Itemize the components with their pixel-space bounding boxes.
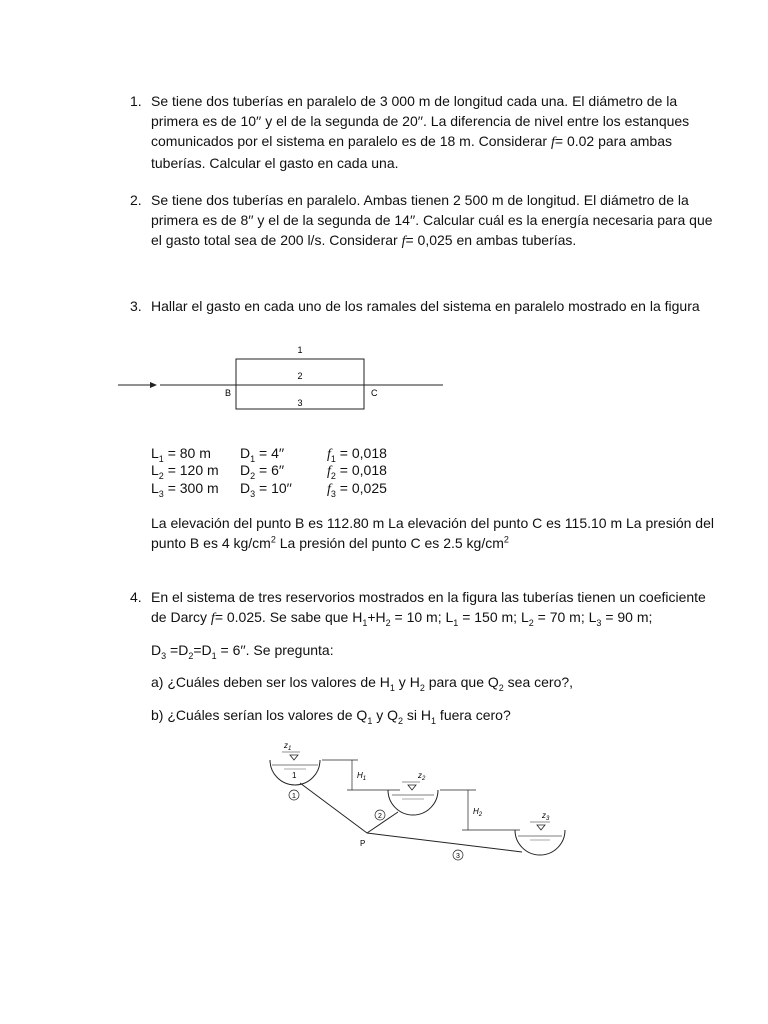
question-number: 1. — [130, 93, 142, 109]
question-number: 2. — [130, 192, 142, 208]
param-f1: $f_1 = 0,018$ — [327, 445, 387, 464]
question-text-line: comunicados por el sistema en paralelo es de 18 m. Considerar f= 0.02 para ambas — [151, 133, 673, 150]
note-line: punto B es 4 $kg/cm^2$ La presión del punto C es 2.5 $kg/cm^2$ — [151, 534, 509, 551]
question-4-diameters: $D_3 =D_2=D_1 = 6''$. Se pregunta: — [151, 642, 334, 661]
z3-label: $z_3$ — [542, 811, 550, 822]
question-4-part-a: a) ¿Cuáles deben ser los valores de $H_1$ y $H_2$ para que $Q_2$ sea cero?, — [151, 674, 574, 693]
param-l2: $L_2 = 120$ m — [151, 462, 219, 481]
pipe-3 — [367, 833, 522, 852]
pipe-label-2: 2 — [297, 371, 303, 381]
node-label-b: B — [225, 388, 232, 398]
svg-text:1: 1 — [292, 793, 296, 800]
param-d2: $D_2 = 6''$ — [240, 462, 285, 481]
param-l3: $L_3 = 300$ m — [151, 480, 219, 499]
node-label-c: C — [371, 388, 378, 398]
param-f3: $f_3 = 0,025$ — [327, 480, 387, 499]
param-d3: $D_3 = 10''$ — [240, 480, 292, 499]
question-text-line: de Darcy f= 0.025. Se sabe que $H_1+H_2 = 10$ m; $L_1 = 150$ m; $L_2 = 70$ m; $L_3 = 90$ m; — [151, 609, 653, 628]
question-number: 4. — [130, 589, 142, 605]
reservoir-3 — [515, 830, 565, 855]
pipe-label-1: 1 — [297, 345, 303, 355]
question-text-line: Se tiene dos tuberías en paralelo. Ambas tienen 2 500 m de longitud. El diámetro de la — [151, 192, 689, 208]
question-4-part-b: b) ¿Cuáles serían los valores de $Q_1$ y $Q_2$ si $H_1$ fuera cero? — [151, 707, 511, 726]
pipe-2 — [367, 812, 398, 833]
pipe-1 — [300, 783, 367, 833]
pipe-label-3: 3 — [297, 398, 303, 408]
question-text-line: primera es de 10′′ y el de la segunda de 20′′. La diferencia de nivel entre los estanques — [151, 113, 690, 129]
param-d1: $D_1 = 4''$ — [240, 445, 285, 464]
junction-p-label: P — [360, 839, 366, 848]
question-text-line: tuberías. Calcular el gasto en cada una. — [151, 155, 399, 171]
param-l1: $L_1 = 80$ m — [151, 445, 211, 464]
h2-label: $H_2$ — [473, 807, 483, 818]
param-f2: $f_2 = 0,018$ — [327, 462, 387, 481]
question-text-line: primera es de 8′′ y el de la segunda de 14′′. Calcular cuál es la energía necesaria para que — [151, 212, 713, 228]
water-level-icon — [290, 755, 298, 760]
svg-text:3: 3 — [456, 853, 460, 860]
water-level-icon — [408, 785, 416, 790]
water-level-icon — [537, 825, 545, 830]
h1-label: $H_1$ — [357, 771, 367, 782]
reservoir-1-label: 1 — [292, 771, 297, 780]
z1-label: $z_1$ — [284, 741, 292, 752]
z2-label: $z_2$ — [418, 771, 426, 782]
svg-text:2: 2 — [378, 813, 382, 820]
question-text-line: Hallar el gasto en cada uno de los ramales del sistema en paralelo mostrado en la figura — [151, 298, 700, 314]
question-number: 3. — [130, 298, 142, 314]
question-text-line: En el sistema de tres reservorios mostrados en la figura las tuberías tienen un coeficiente — [151, 589, 706, 605]
note-line: La elevación del punto B es 112.80 m La elevación del punto C es 115.10 m La presión del — [151, 515, 714, 531]
question-text-line: el gasto total sea de 200 l/s. Considerar f= 0,025 en ambas tuberías. — [151, 232, 577, 249]
reservoir-2 — [388, 790, 438, 815]
question-text-line: Se tiene dos tuberías en paralelo de 3 000 m de longitud cada una. El diámetro de la — [151, 93, 678, 109]
